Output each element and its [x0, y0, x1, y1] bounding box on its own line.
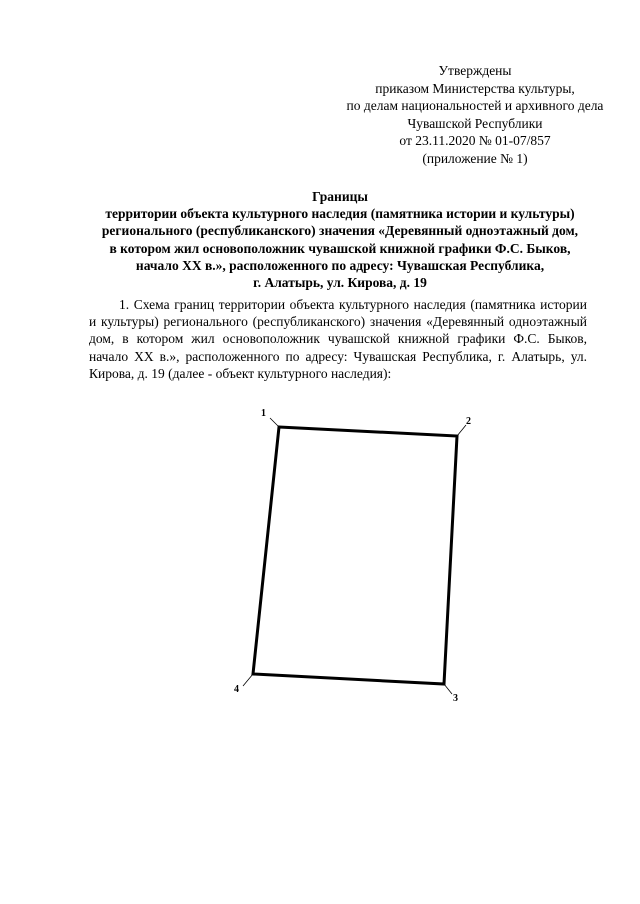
title-line: г. Алатырь, ул. Кирова, д. 19 [253, 275, 427, 291]
boundary-polygon [253, 427, 457, 684]
leader-line-4 [243, 674, 253, 686]
title-line: регионального (республиканского) значения «Деревянный одноэтажный дом, [101, 223, 579, 239]
approval-line: приказом Министерства культуры, [375, 80, 575, 96]
leader-line-3 [444, 684, 452, 694]
point-label-4: 4 [234, 684, 239, 695]
paragraph-1: 1. Схема границ территории объекта культурного наследия (памятника истории и культуры) регионального (республиканского) значения «Деревянный одноэтажный дом, в котором жил основоположник чувашской книжной графики Ф.С. Быков, начало XX в.», расположенного по адресу: Чувашская Республика, г. Алатырь, ул. Кирова, д. 19 (далее - объект культурного наследия): [89, 297, 587, 381]
approval-line: от 23.11.2020 № 01-07/857 [399, 133, 551, 148]
approval-line: Чувашской Республики [407, 115, 543, 131]
title-line: территории объекта культурного наследия (памятника истории и культуры) [105, 206, 575, 222]
leader-line-1 [270, 418, 279, 427]
approval-line: по делам национальностей и архивного дела [346, 98, 604, 113]
point-label-3: 3 [453, 693, 458, 704]
title-line: в котором жил основоположник чувашской книжной графики Ф.С. Быков, [109, 240, 571, 256]
point-label-1: 1 [261, 408, 266, 419]
point-label-2: 2 [466, 416, 471, 427]
leader-line-2 [457, 425, 466, 436]
title-line: начало XX в.», расположенного по адресу: Чувашская Республика, [135, 257, 545, 273]
approval-line: (приложение № 1) [422, 150, 528, 166]
title-line: Границы [312, 189, 368, 204]
approval-line: Утверждены [438, 63, 512, 78]
